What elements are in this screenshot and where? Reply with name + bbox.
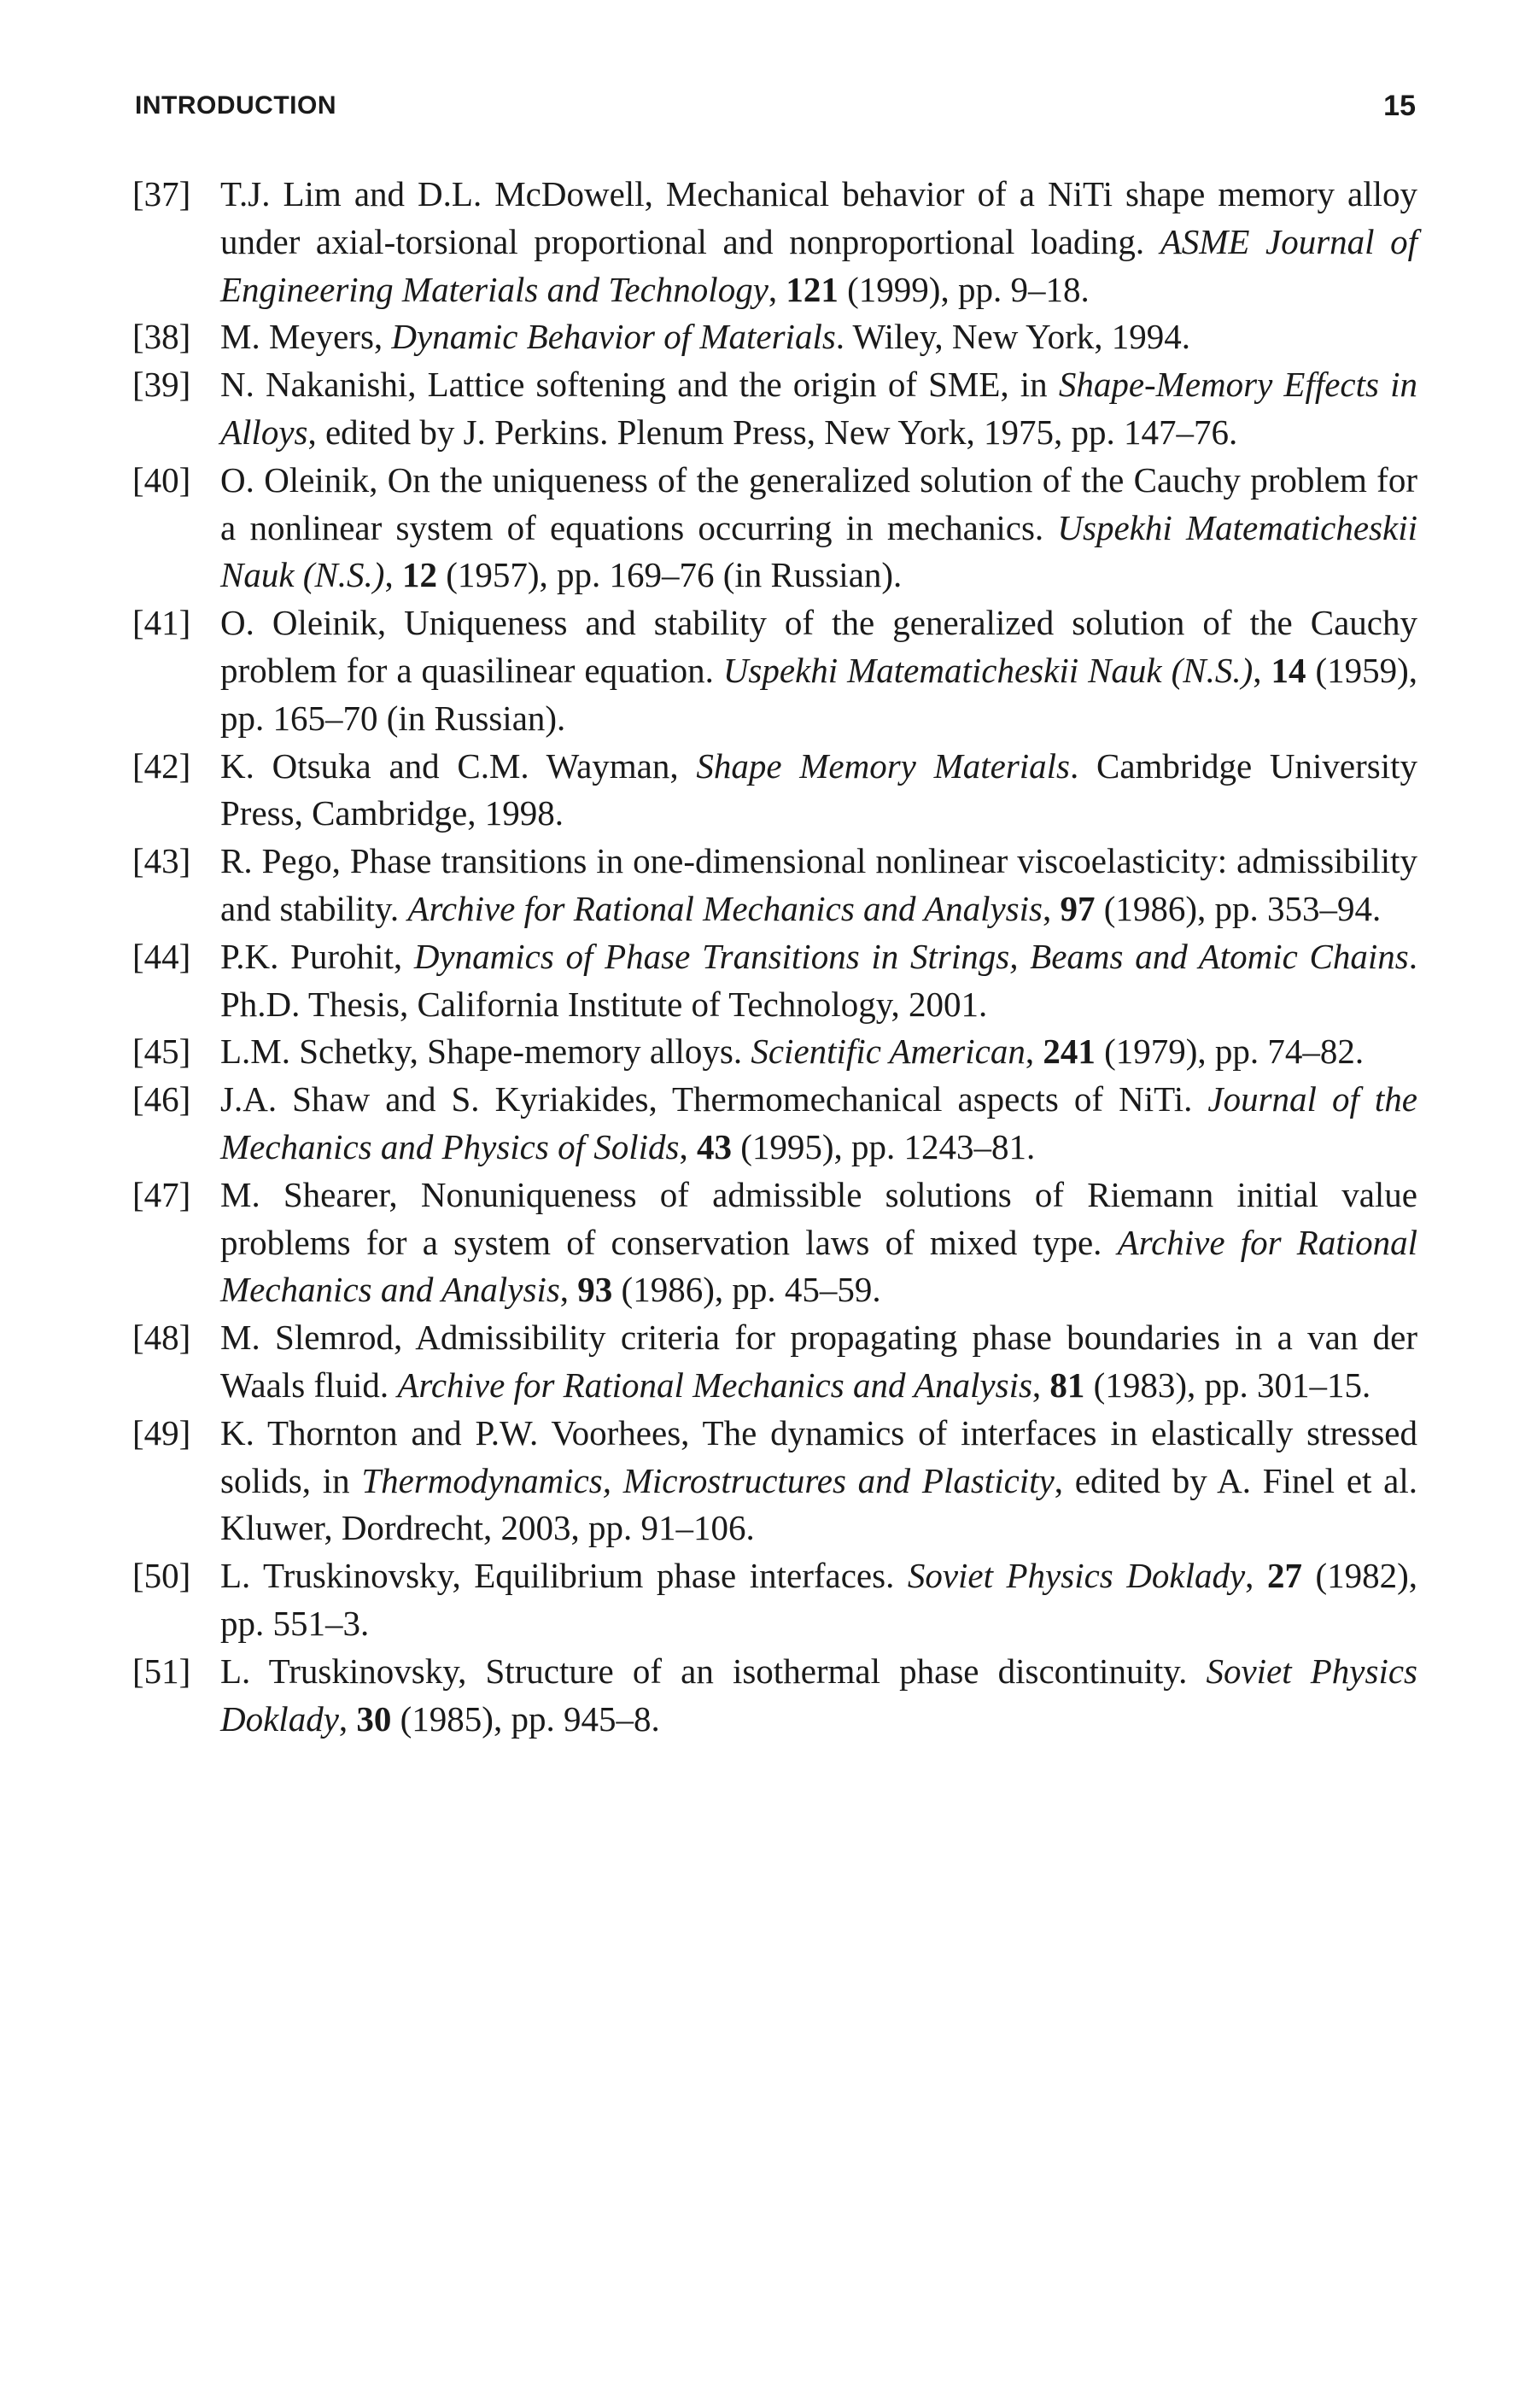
reference-segment: (1979), pp. 74–82. [1095, 1032, 1365, 1072]
reference-title: Shape-Memory Effects in Alloys [220, 365, 1417, 452]
reference-volume: 93 [577, 1270, 613, 1310]
reference-text [220, 933, 1417, 1029]
reference-segment: . Cambridge University Press, Cambridge, 1998. [220, 745, 1417, 833]
reference-text [220, 171, 1417, 313]
reference-entry [132, 743, 1417, 839]
reference-text [220, 1314, 1417, 1410]
reference-title: Thermodynamics, Microstructures and Plasticity [361, 1460, 1055, 1500]
reference-segment: R. Pego, Phase transitions in one-dimensional nonlinear viscoelasticity: admissibility and stability. [220, 841, 1417, 928]
reference-number: [38] [132, 317, 191, 357]
reference-segment: O. Oleinik, On the uniqueness of the generalized solution of the Cauchy problem for a nonlinear system of equations occurring in mechanics. [220, 459, 1417, 547]
reference-entry [132, 838, 1417, 933]
reference-entry [132, 1028, 1417, 1076]
reference-segment: K. Thornton and P.W. Voorhees, The dynamics of interfaces in elastically stressed solids, in [220, 1412, 1417, 1500]
reference-segment: (1986), pp. 45–59. [612, 1270, 881, 1310]
reference-title: Scientific American [751, 1032, 1026, 1072]
reference-segment: L. Truskinovsky, Structure of an isothermal phase discontinuity. [220, 1651, 1207, 1691]
reference-segment: , [1253, 650, 1271, 690]
reference-text [220, 457, 1417, 599]
reference-title: Dynamic Behavior of Materials [391, 317, 836, 357]
reference-entry [132, 1314, 1417, 1410]
reference-segment: , [338, 1698, 357, 1739]
reference-entry [132, 361, 1417, 457]
reference-title: Archive for Rational Mechanics and Analysis [220, 1222, 1418, 1310]
reference-segment: L. Truskinovsky, Equilibrium phase interfaces. [220, 1556, 908, 1596]
reference-segment: (1995), pp. 1243–81. [731, 1126, 1036, 1166]
reference-number: [50] [132, 1556, 191, 1596]
reference-segment: . Ph.D. Thesis, California Institute of Technology, 2001. [220, 936, 1418, 1024]
reference-segment: , [679, 1126, 697, 1166]
reference-title: Uspekhi Matematicheskii Nauk (N.S.) [220, 507, 1417, 595]
reference-segment: , [1245, 1556, 1267, 1596]
reference-volume: 121 [786, 269, 839, 309]
reference-entry [132, 171, 1417, 313]
reference-number: [44] [132, 936, 191, 976]
reference-number: [43] [132, 841, 191, 881]
reference-entry [132, 1410, 1417, 1552]
reference-number: [45] [132, 1032, 191, 1072]
reference-title: Archive for Rational Mechanics and Analysis [407, 888, 1043, 928]
reference-segment: , edited by J. Perkins. Plenum Press, New York, 1975, pp. 147–76. [307, 412, 1238, 452]
reference-segment: , [1031, 1365, 1050, 1405]
reference-segment: , edited by A. Finel et al. Kluwer, Dordrecht, 2003, pp. 91–106. [220, 1460, 1417, 1548]
reference-segment: (1982), pp. 551–3. [220, 1556, 1418, 1643]
reference-title: Archive for Rational Mechanics and Analysis [397, 1365, 1032, 1405]
reference-text [220, 838, 1417, 933]
reference-segment: , [768, 269, 786, 309]
reference-volume: 241 [1043, 1032, 1096, 1072]
reference-number: [37] [132, 174, 191, 213]
page-number: 15 [1383, 89, 1416, 122]
reference-segment: , [1042, 888, 1061, 928]
reference-text [220, 1076, 1417, 1172]
reference-title: Soviet Physics Doklady [907, 1556, 1246, 1596]
reference-text [220, 1028, 1417, 1076]
reference-volume: 43 [696, 1126, 732, 1166]
reference-entry [132, 457, 1417, 599]
reference-segment: (1957), pp. 169–76 (in Russian). [436, 555, 903, 595]
reference-volume: 97 [1060, 888, 1096, 928]
reference-title: Journal of the Mechanics and Physics of Solids [220, 1079, 1417, 1166]
reference-volume: 27 [1266, 1556, 1302, 1596]
reference-segment: T.J. Lim and D.L. McDowell, Mechanical behavior of a NiTi shape memory alloy under axial-torsional proportional and nonproportional loading. [220, 174, 1417, 261]
reference-title: Soviet Physics Doklady [220, 1651, 1417, 1739]
reference-entry [132, 1172, 1417, 1314]
reference-segment: (1985), pp. 945–8. [391, 1698, 660, 1739]
reference-volume: 14 [1271, 650, 1306, 690]
reference-segment: (1959), pp. 165–70 (in Russian). [220, 650, 1418, 738]
reference-segment: P.K. Purohit, [220, 936, 414, 976]
reference-entry [132, 599, 1417, 742]
reference-volume: 30 [356, 1698, 392, 1739]
reference-list [132, 171, 1417, 1743]
reference-segment: N. Nakanishi, Lattice softening and the origin of SME, in [220, 365, 1059, 405]
reference-text [220, 1648, 1417, 1744]
reference-number: [49] [132, 1412, 191, 1452]
reference-title: Shape Memory Materials [696, 745, 1071, 786]
reference-segment: , [1025, 1032, 1043, 1072]
reference-segment: (1999), pp. 9–18. [838, 269, 1090, 309]
reference-text [220, 1172, 1417, 1314]
reference-text [220, 1552, 1417, 1648]
reference-volume: 12 [401, 555, 437, 595]
running-head [135, 89, 1416, 123]
reference-number: [40] [132, 459, 191, 500]
reference-text [220, 599, 1417, 742]
reference-number: [48] [132, 1318, 191, 1358]
reference-number: [47] [132, 1174, 191, 1214]
reference-number: [51] [132, 1651, 191, 1691]
reference-entry [132, 1552, 1417, 1648]
reference-segment: O. Oleinik, Uniqueness and stability of the generalized solution of the Cauchy problem for a quasilinear equation. [220, 603, 1417, 690]
reference-number: [46] [132, 1079, 191, 1119]
reference-segment: (1986), pp. 353–94. [1095, 888, 1382, 928]
reference-segment: , [384, 555, 402, 595]
reference-segment: M. Meyers, [220, 317, 392, 357]
reference-number: [41] [132, 603, 191, 643]
reference-segment: M. Shearer, Nonuniqueness of admissible solutions of Riemann initial value problems for a system of conservation laws of mixed type. [220, 1174, 1417, 1262]
reference-title: Dynamics of Phase Transitions in Strings, Beams and Atomic Chains [413, 936, 1409, 976]
reference-number: [39] [132, 365, 191, 405]
reference-segment: (1983), pp. 301–15. [1084, 1365, 1371, 1405]
reference-entry [132, 1076, 1417, 1172]
reference-title: Uspekhi Matematicheskii Nauk (N.S.) [722, 650, 1254, 690]
reference-segment: M. Slemrod, Admissibility criteria for propagating phase boundaries in a van der Waals fluid. [220, 1318, 1417, 1405]
reference-segment: L.M. Schetky, Shape-memory alloys. [220, 1032, 751, 1072]
reference-text [220, 743, 1417, 839]
reference-entry [132, 933, 1417, 1029]
reference-number: [42] [132, 745, 191, 786]
reference-segment: J.A. Shaw and S. Kyriakides, Thermomechanical aspects of NiTi. [220, 1079, 1208, 1119]
reference-title: ASME Journal of Engineering Materials and Technology [220, 221, 1417, 309]
reference-text [220, 1410, 1417, 1552]
reference-segment: , [559, 1270, 578, 1310]
reference-entry [132, 1648, 1417, 1744]
reference-segment: . Wiley, New York, 1994. [835, 317, 1190, 357]
reference-text [220, 361, 1417, 457]
running-title: INTRODUCTION [135, 91, 336, 120]
reference-text [220, 313, 1417, 361]
reference-segment: K. Otsuka and C.M. Wayman, [220, 745, 697, 786]
reference-entry [132, 313, 1417, 361]
reference-volume: 81 [1049, 1365, 1085, 1405]
